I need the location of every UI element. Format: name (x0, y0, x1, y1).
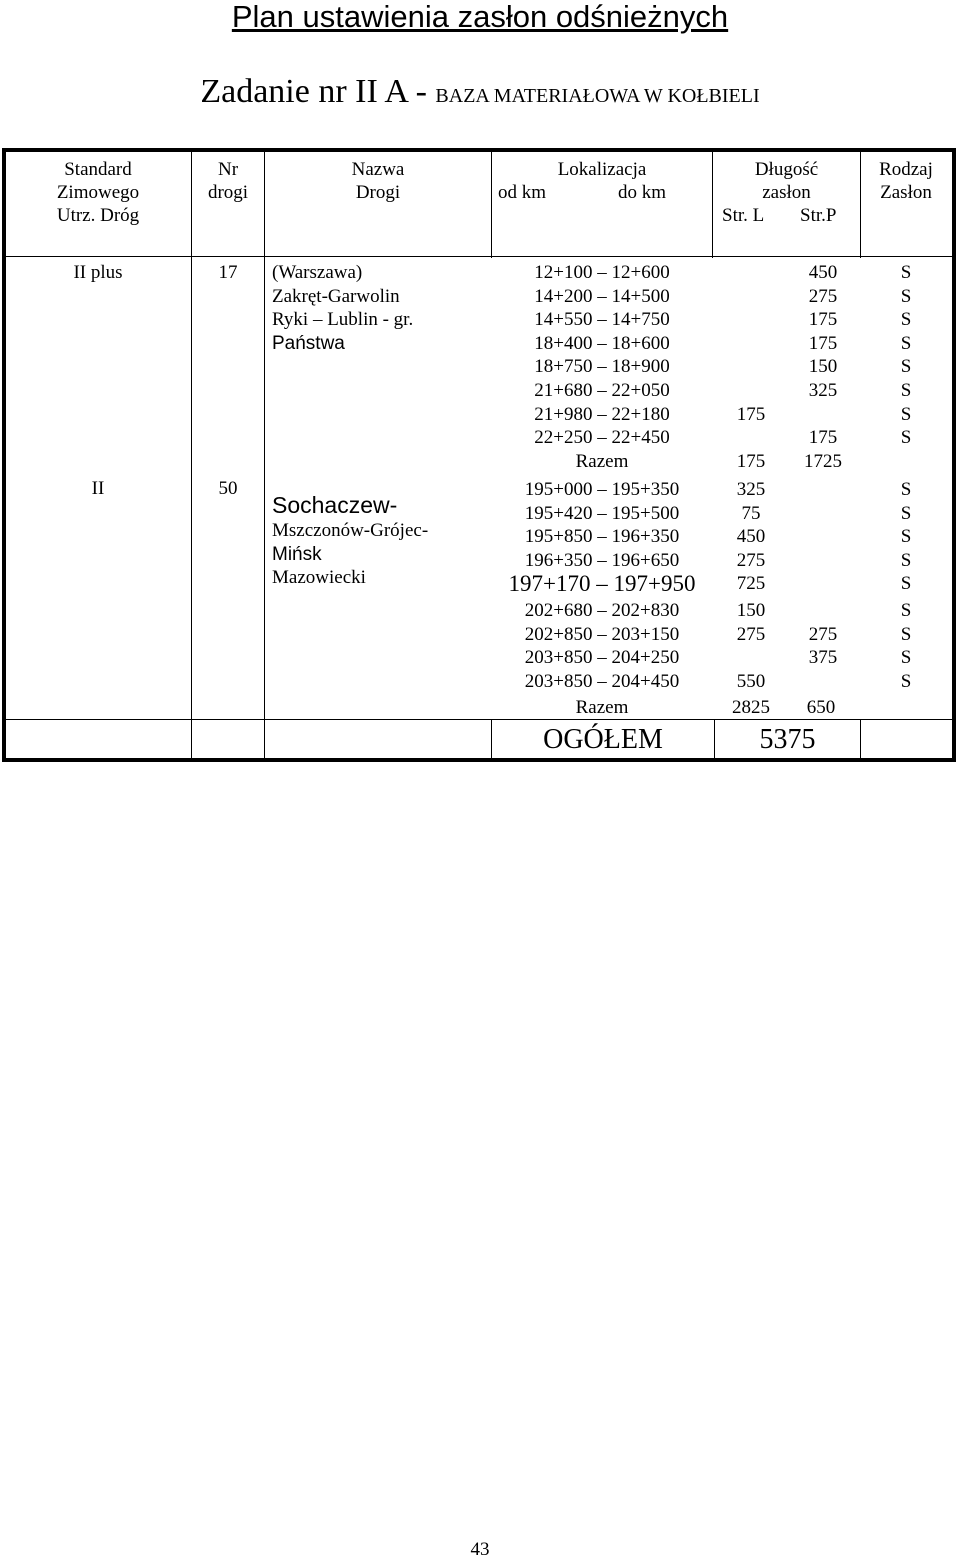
ogolem-divider-right (860, 719, 861, 762)
group1-nr: 17 (218, 262, 238, 283)
subtitle-base: BAZA MATERIAŁOWA W KOŁBIELI (435, 85, 760, 107)
row-location: 202+850 – 203+150 (524, 623, 680, 645)
col-divider-1 (191, 148, 192, 762)
ogolem-value: 5375 (759, 724, 816, 755)
row-location: 18+400 – 18+600 (534, 332, 670, 354)
row-rodzaj: S (900, 285, 912, 307)
header-divider (4, 256, 954, 257)
row-str-l: 150 (736, 600, 766, 621)
row-location: 21+980 – 22+180 (534, 403, 670, 425)
row-location: 12+100 – 12+600 (534, 262, 670, 283)
row-location: 18+750 – 18+900 (534, 356, 670, 378)
group2-nr: 50 (218, 478, 238, 499)
row-location: 22+250 – 22+450 (534, 427, 670, 449)
row-location: 195+420 – 195+500 (524, 502, 680, 524)
page-title: Plan ustawienia zasłon odśnieżnych (231, 0, 729, 34)
row-str-l: 275 (736, 623, 766, 645)
col-divider-2 (264, 148, 265, 762)
row-rodzaj: S (900, 332, 912, 354)
row-rodzaj: S (900, 380, 912, 401)
row-location: 14+200 – 14+500 (534, 285, 670, 307)
group2-razem-p: 650 (806, 697, 836, 718)
header-od-km: od km (498, 182, 547, 203)
page-number: 43 (470, 1539, 490, 1560)
group2-nazwa: Mszczonów-Grójec- Mińsk Mazowiecki (272, 520, 429, 589)
row-location: 196+350 – 196+650 (524, 549, 680, 571)
row-rodzaj: S (900, 262, 912, 283)
group1-nazwa: (Warszawa) Zakręt-Garwolin Ryki – Lublin - gr. Państwa (272, 262, 414, 354)
row-str-l: 325 (736, 479, 766, 500)
header-lokalizacja: Lokalizacja (557, 159, 647, 180)
group2-standard: II (91, 478, 105, 499)
row-str-l: 75 (741, 502, 761, 524)
row-str-l: 275 (736, 549, 766, 571)
row-location: 202+680 – 202+830 (524, 600, 680, 621)
row-location: 195+000 – 195+350 (524, 479, 680, 500)
row-location: 197+170 – 197+950 (508, 571, 696, 597)
row-str-p: 375 (808, 647, 838, 669)
row-str-l: 725 (736, 573, 766, 595)
row-rodzaj: S (900, 623, 912, 645)
subtitle-main: Zadanie nr II A - (200, 73, 436, 110)
row-location: 21+680 – 22+050 (534, 380, 670, 401)
row-str-p: 150 (808, 356, 838, 378)
header-str-p: Str.P (800, 205, 837, 226)
row-str-p: 175 (808, 332, 838, 354)
row-str-l: 175 (736, 403, 766, 425)
group1-razem-label: Razem (575, 451, 629, 472)
header-rodzaj: Rodzaj Zasłon (879, 159, 933, 203)
ogolem-label: OGÓŁEM (543, 724, 663, 755)
row-rodzaj: S (900, 647, 912, 669)
page-subtitle (0, 72, 960, 118)
group1-razem-p: 1725 (804, 451, 842, 472)
row-str-p: 175 (808, 427, 838, 449)
header-nazwa: Nazwa Drogi (351, 159, 405, 203)
row-rodzaj: S (900, 549, 912, 571)
row-rodzaj: S (900, 479, 912, 500)
row-location: 14+550 – 14+750 (534, 309, 670, 331)
row-str-p: 450 (808, 262, 838, 283)
header-do-km: do km (618, 182, 667, 203)
group2-razem-l: 2825 (732, 697, 770, 718)
group2-nazwa-first: Sochaczew- (272, 492, 398, 518)
row-rodzaj: S (900, 309, 912, 331)
row-rodzaj: S (900, 427, 912, 449)
row-str-p: 275 (808, 623, 838, 645)
row-location: 203+850 – 204+250 (524, 647, 680, 669)
row-rodzaj: S (900, 502, 912, 524)
header-nr: Nr drogi (207, 159, 249, 203)
row-rodzaj: S (900, 600, 912, 621)
row-str-p: 325 (808, 380, 838, 401)
row-rodzaj: S (900, 670, 912, 692)
group1-razem-l: 175 (736, 451, 766, 472)
row-str-l: 550 (736, 670, 766, 692)
group2-razem-label: Razem (575, 697, 629, 718)
row-location: 195+850 – 196+350 (524, 526, 680, 548)
row-location: 203+850 – 204+450 (524, 670, 680, 692)
row-rodzaj: S (900, 526, 912, 548)
row-str-p: 175 (808, 309, 838, 331)
row-rodzaj: S (900, 403, 912, 425)
group1-standard: II plus (73, 262, 123, 283)
header-standard: Standard Zimowego Utrz. Dróg (56, 159, 140, 226)
row-str-p: 275 (808, 285, 838, 307)
row-str-l: 450 (736, 526, 766, 548)
row-rodzaj: S (900, 573, 912, 595)
header-dlugosc: Długość zasłon (754, 159, 819, 203)
row-rodzaj: S (900, 356, 912, 378)
header-str-l: Str. L (722, 205, 765, 226)
